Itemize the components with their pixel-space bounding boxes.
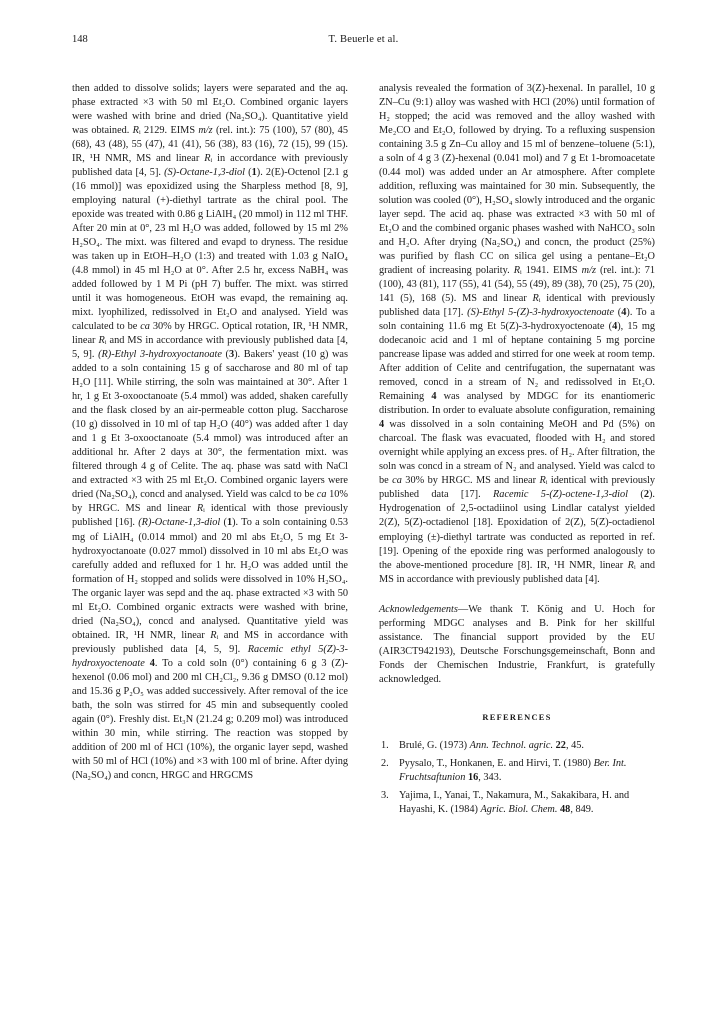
text-run: was dissolved in a soln containing MeOH and Pd (5%) on charcoal. The flask was evacuated, flooded with H₂ and stored overnight while applying an excess pres. of H₂. After filtration, the soln was concd in a stream of N₂ and analysed. Yield was calcd to be [379, 419, 655, 487]
bold-text: 4 [149, 657, 155, 669]
text-run: ). To a soln containing 0.53 mg of LiAlH₄ (0.014 mmol) and 20 ml abs Et₂O, 5 mg Et 3-hydroxyoctanoate (0.027 mmol) dissolved in 10 ml abs Et₂O was carefully added and refluxed for 1 hr. H₂O was added until the formation of H₂ stopped and solids were dissolved in 10% H₂SO₄. The organic layer was sepd and the aq. phase extracted ×3 with 50 ml Et₂O. Combined organic extracts were washed with brine, dried (Na₂SO₄), concd and analysed. Quantitative yield was obtained. IR, ¹H NMR, linear [72, 517, 348, 641]
italic-text: (R)-Octane-1,3-diol [138, 517, 221, 529]
italic-text: ca [140, 321, 150, 333]
text-run: ᵢ in accordance with previously published data [4, 5]. [72, 153, 349, 179]
text-run: Brulé, G. (1973) [399, 739, 470, 751]
text-run: , 343. [478, 771, 502, 783]
italic-text: (S)-Ethyl 5-(Z)-3-hydroxyoctenoate [467, 307, 615, 319]
bold-text: 16 [467, 771, 479, 783]
text-run: ( [220, 517, 227, 529]
bold-text: 4 [379, 419, 385, 431]
italic-text: R [513, 265, 521, 277]
text-run: Yajima, I., Yanai, T., Nakamura, M., Sakakibara, H. and Hayashi, K. (1984) [399, 789, 630, 815]
italic-text: ca [316, 489, 327, 501]
italic-text: Ber. Int. Fruchtsaftunion [399, 757, 627, 783]
page-number: 148 [72, 34, 88, 45]
italic-text: R [98, 335, 105, 347]
text-run: ( [628, 489, 644, 501]
left-column-body [72, 82, 348, 783]
italic-text: R [210, 629, 217, 641]
text-run: ). Hydrogenation of 2,5-octadiinol using Lindlar catalyst yielded 2(Z), 5(Z)-octadienol [18]. Epoxidation of 2(Z), 5(Z)-octadienol employing (±)-diethyl tartrate was conducted as reported in ref. [19]. Opening of the epoxide ring was performed analogously to the above-mentioned procedure [8]. IR, ¹H NMR, linear [379, 489, 655, 571]
text-run: 30% by HRGC. Optical rotation, IR, ¹H NMR, linear [72, 321, 348, 347]
text-run: 10% by HRGC. MS and linear [72, 489, 348, 515]
reference-item [379, 757, 655, 785]
italic-text: R [204, 153, 211, 165]
text-run: 30% by HRGC. MS and linear [401, 475, 540, 487]
bold-text: 2 [643, 489, 649, 501]
text-run: ), 15 mg dodecanoic acid and 1 ml of heptane containing 5 mg porcine pancrease lipase was added and stirred for one week at room temp. After addition of Celite and centrifugation, the supernatant was removed, concd in a stream of N₂ and redissolved in Et₂O. Remaining [379, 321, 656, 403]
reference-item [379, 739, 655, 753]
references-title: REFERENCES [482, 712, 552, 722]
italic-text: ca [392, 475, 402, 487]
acknowledgements-label: Acknowledgements [379, 603, 458, 615]
text-run: , 849. [570, 803, 594, 815]
text-run: ( [245, 167, 252, 179]
acknowledgements-text: —We thank T. König and U. Hoch for performing MDGC analyses and B. Pink for her skillful assistance. The financial support provided by the EU (AIR3CT942193), Deutsche Forschungsgemeinschaft, Bonn and Fonds der Chemischen Industrie, Frankfurt, is gratefully acknowledged. [379, 603, 655, 685]
italic-text: (S)-Octane-1,3-diol [164, 167, 246, 179]
italic-text: m/z [198, 125, 213, 137]
italic-text: (R)-Ethyl 3-hydroxyoctanoate [98, 349, 222, 361]
acknowledgements [379, 603, 655, 687]
bold-text: 4 [612, 321, 618, 333]
text-run: analysis revealed the formation of 3(Z)-hexenal. In parallel, 10 g ZN–Cu (9:1) alloy was washed with HCl (20%) until formation of H₂ stopped; the acid was removed and the alloy washed with Me₂CO and Et₂O, followed by drying. To a refluxing suspension containing 3.5 g Zn–Cu alloy and 15 ml of benzene–toluene (5:1), a soln of 4 g 3 (Z)-hexenal (0.041 mol) and 7 g Et 1-bromoacetate (0.44 mol) was added under an Ar atmosphere. After complete addition, refluxing was maintained for 30 min. Subsequently, the solution was cooled (0°), H₂SO₄ slowly introduced and the organic layer sepd. The acid aq. phase was extracted ×3 with 50 ml of Et₂O and the combined organic phases washed with NaHCO₃ soln and H₂O. After drying (Na₂SO₄) and concn, the product (25%) was purified by flash CC on silica gel using a pentane–Et₂O gradient of increasing polarity. [379, 83, 655, 277]
bold-text: 48 [560, 803, 571, 815]
text-run: ). 2(E)-Octenol [2.1 g (16 mmol)] was epoxidized using the Sharpless method [8, 9], employing natural (+)-diethyl tartrate as the chiral pool. The epoxide was treated with 0.86 g LiAlH₄ (20 mmol) in 112 ml THF. After 20 min at 0°, 23 ml H₂O was added, followed by 15 ml 2% H₂SO₄. The mixt. was filtered and evapd to dryness. The residue was taken up in EtOH–H₂O (1:3) and treated with 1.03 g NaIO₄ (4.8 mmol) in 45 ml H₂O at 0°. After 2.5 hr, excess NaBH₄ was added followed by 1 M Pi (pH 7) buffer. The mixt. was stirred until it was homogeneous. EtOH was evapd, the remaining aq. mixt. lyophilized, redissolved in Et₂O and analysed. Yield was calculated to be [72, 167, 349, 333]
text-run: (rel. int.): 75 (100), 57 (80), 45 (68), 43 (48), 55 (47), 41 (41), 56 (38), 83 (16), 72 (15), 99 (15). IR, ¹H NMR, MS and linear [72, 125, 348, 165]
left-column [72, 82, 348, 783]
bold-text: 4 [621, 307, 627, 319]
italic-text: R [132, 125, 139, 137]
page-header [72, 34, 655, 50]
text-run: ᵢ and MS in accordance with previously published data [4, 5, 9]. [72, 335, 348, 361]
text-run: . To a cold soln (0°) containing 6 g 3 (Z)-hexenol (0.06 mol) and 200 ml CH₂Cl₂, 9.36 g DMSO (0.12 mol) and 15.36 g P₂O₅ was added successively. After removal of the ice bath, the soln was stirred for 45 min and subsequently cooled again (0°). Freshly dist. Et₃N (21.24 g; 0.209 mol) was introduced within 30 min, while stirring. The reaction was stopped by addition of 200 ml of HCl (10%), the organic layer sepd, washed with 50 ml of HCl (10%) and ×3 with 100 ml of brine. After dying (Na₂SO₄) and concn, HRGC and HRGCMS [72, 657, 348, 781]
italic-text: R [627, 559, 634, 571]
text-run: ). To a soln containing 11.6 mg Et 5(Z)-3-hydroxyoctenoate ( [379, 307, 655, 333]
bold-text: 1 [226, 517, 233, 529]
text-run: ᵢ 2129. EIMS [138, 125, 199, 137]
references-list [379, 739, 655, 817]
italic-text: Racemic 5-(Z)-octene-1,3-diol [493, 489, 629, 501]
text-run: ᵢ identical with those previously published [16]. [72, 503, 348, 529]
italic-text: R [539, 475, 546, 487]
running-head: T. Beuerle et al. [328, 34, 399, 45]
text-run: then added to dissolve solids; layers were separated and the aq. phase extracted ×3 with 50 ml Et₂O. Combined organic layers were washed with brine and dried (Na₂SO₄). Quantitative yield was obtained. [72, 83, 348, 137]
bold-text: 1 [251, 167, 257, 179]
text-run: ( [221, 349, 229, 361]
bold-text: 4 [431, 391, 437, 403]
right-column [379, 82, 655, 821]
reference-number: 2. [381, 757, 389, 769]
bold-text: 3 [228, 349, 235, 361]
reference-number: 1. [381, 739, 389, 751]
reference-text [399, 758, 626, 783]
bold-text: 22 [555, 739, 566, 751]
reference-number: 3. [381, 789, 389, 801]
reference-text [399, 790, 629, 815]
text-run: ᵢ and MS in accordance with previously published data [4]. [379, 559, 655, 585]
italic-text: Racemic ethyl 5(Z)-3-hydroxyoctenoate [72, 643, 348, 669]
text-run: ᵢ 1941. EIMS [520, 265, 582, 277]
text-run: ᵢ identical with previously published data [17]. [379, 293, 656, 319]
reference-item [379, 789, 655, 817]
text-run: (rel. int.): 71 (100), 43 (81), 117 (55), 41 (54), 55 (49), 89 (38), 70 (25), 75 (20), 141 (5), 168 (5). MS and linear [379, 265, 655, 305]
reference-text [399, 740, 584, 751]
text-run: ( [614, 307, 622, 319]
italic-text: Ann. Technol. agric. [469, 739, 554, 751]
right-column-body [379, 82, 655, 587]
italic-text: m/z [581, 265, 596, 277]
text-run: was analysed by MDGC for its enantiomeric distribution. In order to evaluate absolute configuration, remaining [379, 391, 656, 417]
text-run: Pyysalo, T., Honkanen, E. and Hirvi, T. (1980) [399, 757, 594, 769]
italic-text: R [532, 293, 539, 305]
italic-text: Agric. Biol. Chem. [480, 803, 558, 815]
text-run: ᵢ and MS in accordance with previously published data [4, 5, 9]. [72, 629, 348, 655]
text-run: , 45. [565, 739, 584, 751]
text-run: ). Bakers' yeast (10 g) was added to a soln containing 15 g of saccharose and 80 ml of tap H₂O [11]. While stirring, the soln was maintained at 30°. After 1 hr, 1 g Et 3-oxooctanoate (5.4 mmol) was added, shaken carefully and the flask closed by an air-permeable cotton plug. Saccharose (10 g) dissolved in 10 ml of tap H₂O (40°) was added after 1 day and 1 g Et 3-oxooctanoate (5.4 mmol) was introduced after an additional hr. After 2 days at 30°, the fermentation mixt. was filtered through 4 g of Celite. The aq. phase was satd with NaCl and extracted ×3 with 25 ml Et₂O. Combined organic layers were dried (Na₂SO₄), concd and analysed. Yield was calcd to be [72, 349, 349, 501]
italic-text: R [196, 503, 204, 515]
text-run: ᵢ identical with previously published data [17]. [379, 475, 656, 501]
